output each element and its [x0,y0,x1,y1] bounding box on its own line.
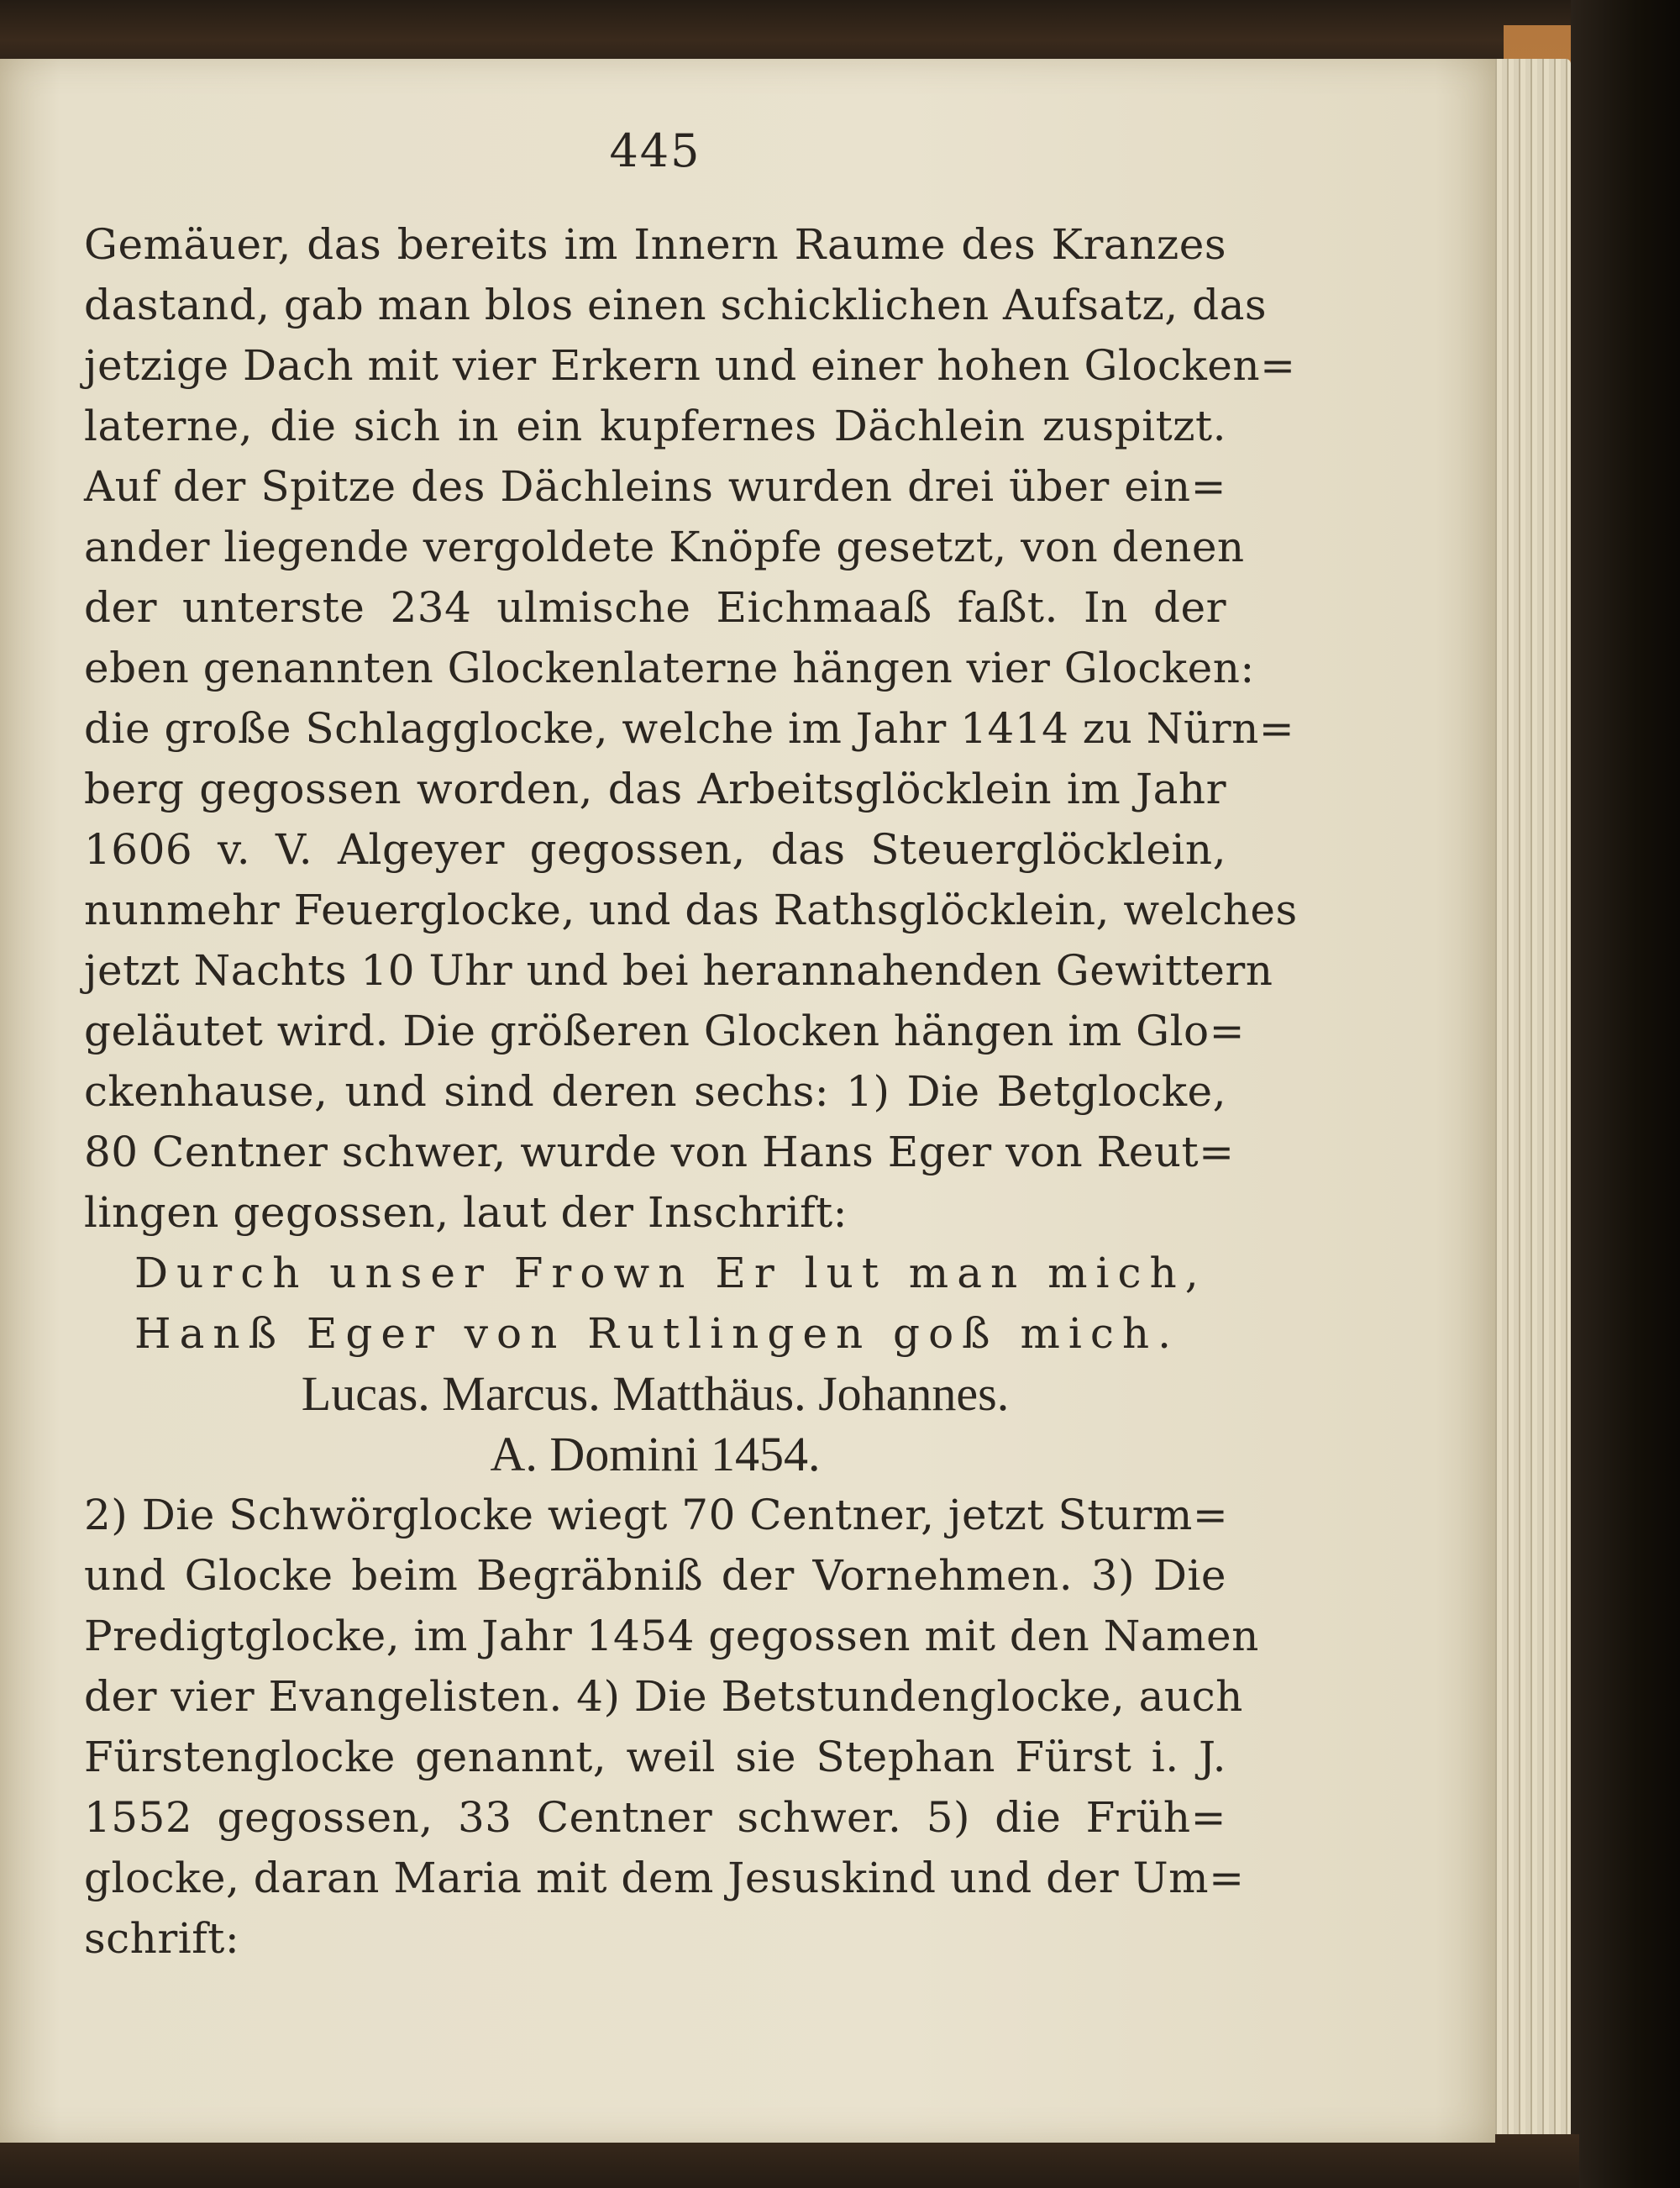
text-line: 1606 v. V. Algeyer gegossen, das Steuerglöcklein, [84,825,1226,874]
page-number: 445 [609,124,701,177]
text-line: Auf der Spitze des Dächleins wurden drei über ein= [84,462,1226,511]
text-line: Predigtglocke, im Jahr 1454 gegossen mit den Namen [84,1612,1259,1660]
book-binding-top [0,0,1579,67]
text-line: laterne, die sich in ein kupfernes Dächlein zuspitzt. [84,402,1226,450]
text-line: 1552 gegossen, 33 Centner schwer. 5) die Früh= [84,1793,1226,1842]
inscription-verse: Hanß Eger von Rutlingen goß mich. [134,1309,1179,1358]
text-line: 80 Centner schwer, wurde von Hans Eger von Reut= [84,1128,1235,1176]
text-line: ckenhause, und sind deren sechs: 1) Die Betglocke, [84,1067,1226,1116]
text-line: die große Schlagglocke, welche im Jahr 1414 zu Nürn= [84,704,1295,753]
latin-inscription: Lucas. Marcus. Matthäus. Johannes. [301,1366,1010,1421]
text-line: glocke, daran Maria mit dem Jesuskind und der Um= [84,1854,1245,1902]
text-line: der vier Evangelisten. 4) Die Betstundenglocke, auch [84,1672,1243,1721]
book-spine-edge [1571,0,1680,2188]
text-line: der unterste 234 ulmische Eichmaaß faßt. In der [84,583,1226,632]
page-text [84,214,1298,1969]
text-line: berg gegossen worden, das Arbeitsglöcklein im Jahr [84,765,1226,813]
text-line: jetzige Dach mit vier Erkern und einer hohen Glocken= [84,341,1296,390]
text-line: geläutet wird. Die größeren Glocken hängen im Glo= [84,1007,1246,1055]
text-line: ander liegende vergoldete Knöpfe gesetzt, von denen [84,523,1245,571]
text-line: jetzt Nachts 10 Uhr und bei herannahenden Gewittern [84,946,1273,995]
text-line: und Glocke beim Begräbniß der Vornehmen. 3) Die [84,1551,1226,1600]
text-line: Fürstenglocke genannt, weil sie Stephan Fürst i. J. [84,1733,1226,1781]
text-line: eben genannten Glockenlaterne hängen vier Glocken: [84,644,1255,692]
latin-inscription-date: A. Domini 1454. [490,1427,821,1481]
text-line: dastand, gab man blos einen schicklichen Aufsatz, das [84,281,1268,329]
text-line: lingen gegossen, laut der Inschrift: [84,1188,848,1237]
text-line: 2) Die Schwörglocke wiegt 70 Centner, jetzt Sturm= [84,1491,1229,1539]
text-line: Gemäuer, das bereits im Innern Raume des Kranzes [84,220,1226,269]
text-line: schrift: [84,1914,240,1963]
text-line: nunmehr Feuerglocke, und das Rathsglöcklein, welches [84,886,1298,934]
inscription-verse: Durch unser Frown Er lut man mich, [134,1249,1207,1297]
